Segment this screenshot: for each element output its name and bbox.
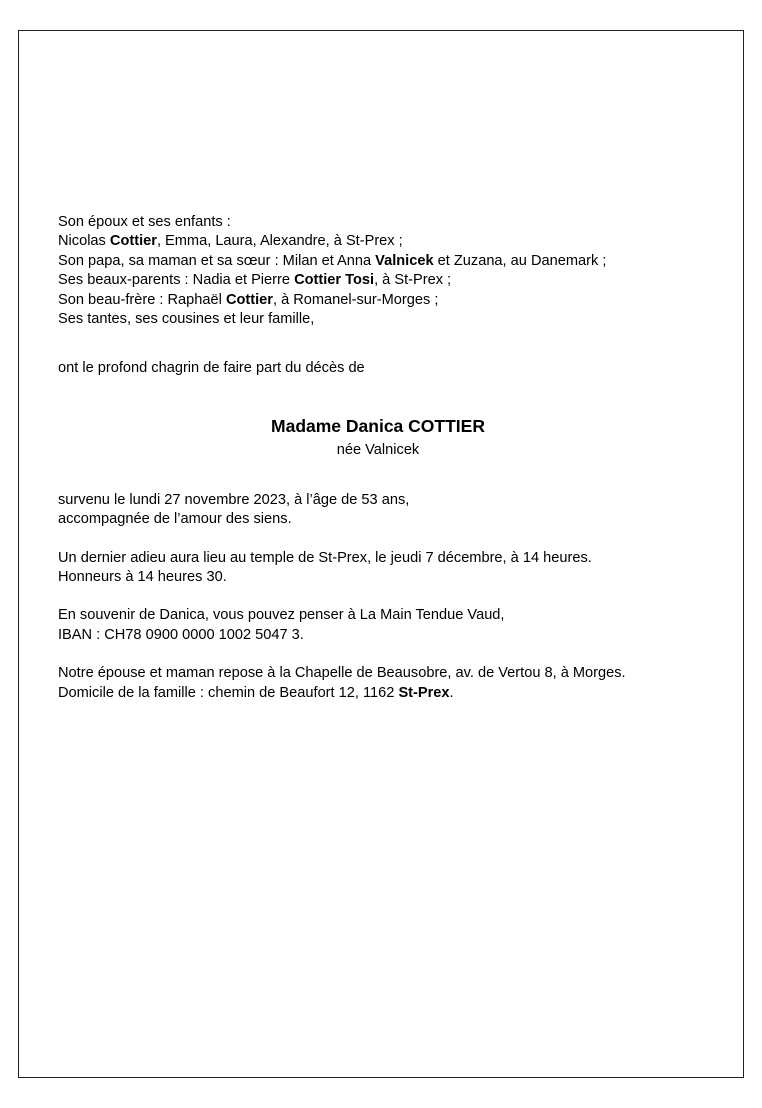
deceased-name-block bbox=[58, 415, 698, 461]
text-line bbox=[58, 252, 698, 271]
plain-text: et Zuzana, au Danemark ; bbox=[433, 252, 607, 269]
text-line bbox=[58, 291, 698, 310]
family-block bbox=[58, 213, 698, 329]
plain-text: Son époux et ses enfants : bbox=[58, 214, 231, 230]
plain-text: Notre épouse et maman repose à la Chapelle de Beausobre, av. de Vertou 8, à Morges. bbox=[58, 665, 626, 682]
plain-text: Son beau-frère : Raphaël bbox=[58, 291, 226, 308]
emphasis-text: Cottier bbox=[225, 291, 273, 308]
plain-text: Domicile de la famille : chemin de Beaufort 12, 1162 bbox=[58, 684, 399, 701]
deceased-name: Madame Danica COTTIER bbox=[271, 415, 485, 436]
plain-text: survenu le lundi 27 novembre 2023, à l’âge de 53 ans, bbox=[58, 491, 410, 508]
announcement-block bbox=[58, 359, 698, 378]
plain-text: Son papa, sa maman et sa sœur : Milan et Anna bbox=[58, 252, 376, 269]
text-line bbox=[58, 232, 698, 251]
plain-text: Ses beaux-parents : Nadia et Pierre bbox=[58, 272, 295, 289]
text-line bbox=[58, 271, 698, 290]
address-block bbox=[58, 664, 698, 703]
plain-text: Ses tantes, ses cousines et leur famille, bbox=[58, 311, 315, 328]
announcement-line: ont le profond chagrin de faire part du décès de bbox=[58, 360, 365, 377]
plain-text: , à Romanel-sur-Morges ; bbox=[272, 291, 439, 308]
plain-text: Honneurs à 14 heures 30. bbox=[58, 569, 227, 586]
text-line bbox=[58, 213, 698, 232]
emphasis-text: Cottier Tosi bbox=[294, 272, 375, 289]
plain-text: Nicolas bbox=[58, 233, 110, 250]
plain-text: . bbox=[449, 684, 454, 701]
text-line bbox=[58, 310, 698, 329]
text-line bbox=[58, 626, 698, 645]
emphasis-text: Cottier bbox=[109, 233, 157, 250]
text-line bbox=[58, 684, 698, 703]
text-line bbox=[58, 491, 698, 510]
plain-text: Un dernier adieu aura lieu au temple de St-Prex, le jeudi 7 décembre, à 14 heures. bbox=[58, 549, 592, 566]
text-line bbox=[58, 549, 698, 568]
text-line bbox=[58, 568, 698, 587]
obituary-content bbox=[58, 213, 698, 703]
text-line bbox=[58, 510, 698, 529]
plain-text: IBAN : CH78 0900 0000 1002 5047 3. bbox=[58, 626, 304, 643]
donation-block bbox=[58, 606, 698, 645]
plain-text: accompagnée de l’amour des siens. bbox=[58, 511, 292, 528]
obituary-page bbox=[18, 30, 744, 1078]
plain-text: , à St-Prex ; bbox=[374, 272, 452, 289]
plain-text: , Emma, Laura, Alexandre, à St-Prex ; bbox=[156, 233, 403, 250]
deceased-maiden-name: née Valnicek bbox=[336, 441, 420, 458]
ceremony-block bbox=[58, 549, 698, 588]
plain-text: En souvenir de Danica, vous pouvez penser à La Main Tendue Vaud, bbox=[58, 607, 505, 624]
death-details-block bbox=[58, 491, 698, 530]
emphasis-text: St-Prex bbox=[398, 684, 450, 701]
text-line bbox=[58, 606, 698, 625]
text-line bbox=[58, 664, 698, 683]
emphasis-text: Valnicek bbox=[375, 252, 434, 269]
